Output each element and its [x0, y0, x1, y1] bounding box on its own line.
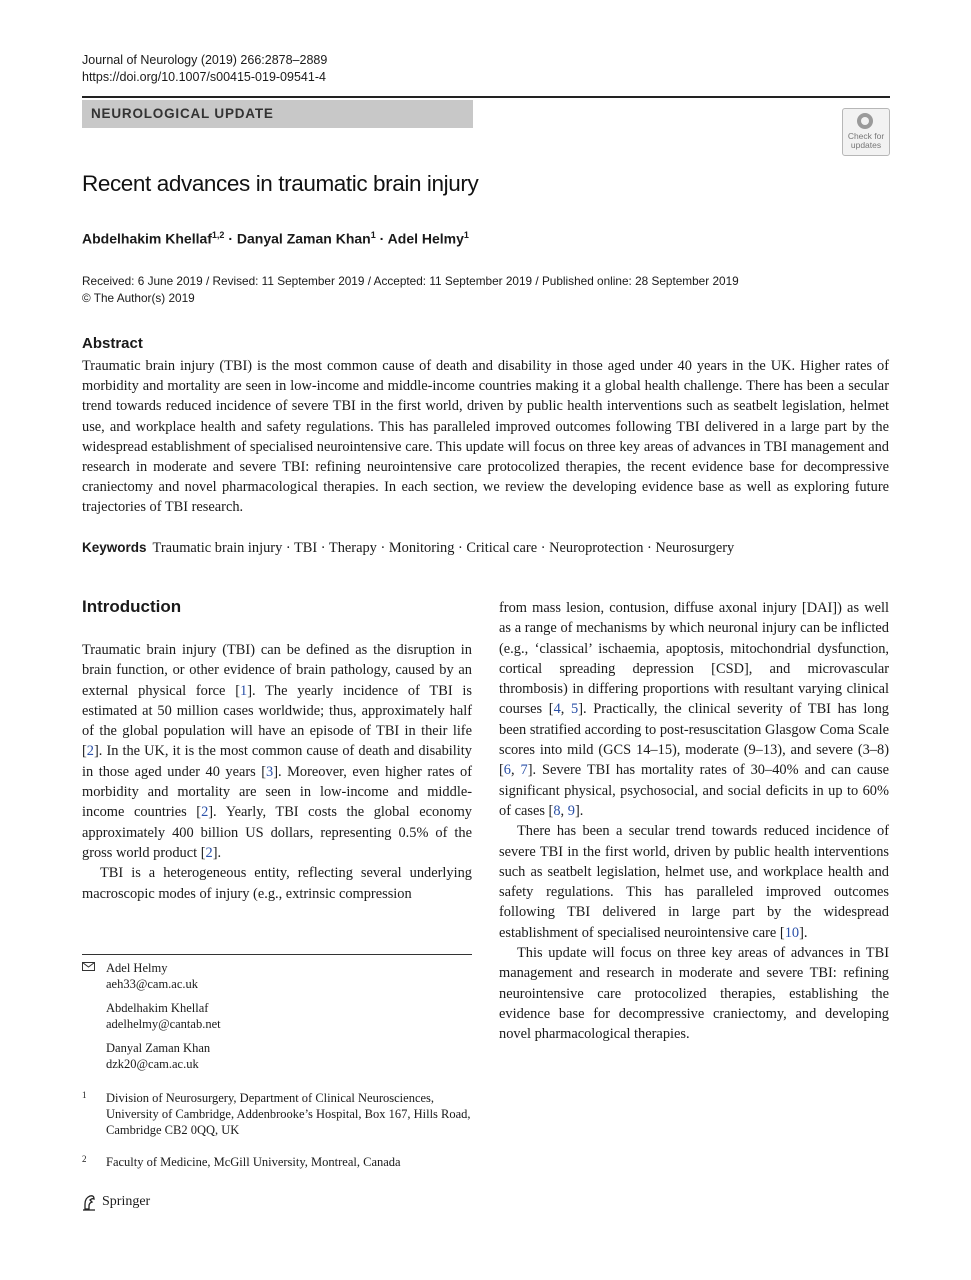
- keywords-text: Traumatic brain injury · TBI · Therapy · Monitoring · Critical care · Neuroprotection · Neurosurgery: [152, 540, 735, 556]
- doi-link[interactable]: https://doi.org/10.1007/s00415-019-09541-4: [82, 70, 326, 84]
- citation-link[interactable]: 3: [266, 763, 274, 780]
- citation-link[interactable]: 1: [240, 682, 248, 699]
- contact-name: Abdelhakim Khellaf: [106, 1001, 209, 1015]
- citation-link[interactable]: 8: [553, 802, 561, 819]
- author-affiliation-marker: 1: [370, 230, 376, 240]
- author-affiliation-marker: 1: [463, 230, 469, 240]
- author-list: [82, 225, 469, 249]
- abstract-text: Traumatic brain injury (TBI) is the most common cause of death and disability in those aged under 40 years in the UK. Higher rates of morbidity and mortality are seen in low-income and middle-income countries making it a global health challenge. There has been a secular trend towards reduced incidence of severe TBI in the first world, driven by public health interventions such as seatbelt legislation, helmet use, and workplace health and safety regulations. This has paralleled improved outcomes following TBI delivered in a large part by the widespread establishment of specialised neurointensive care. This update will focus on three key areas of advances in TBI management and research in moderate and severe TBI: refining neurointensive care protocolized therapies, the recent evidence base for decompressive craniectomy and novel pharmacological therapies. In each section, we review the developing evidence base as well as exploring future trajectories of TBI research.: [82, 358, 889, 516]
- check-updates-icon: [857, 113, 873, 129]
- body-paragraph: [82, 640, 472, 863]
- contact-entry: [106, 960, 472, 992]
- dates-line: Received: 6 June 2019 / Revised: 11 September 2019 / Accepted: 11 September 2019 / Published online: 28 September 2019: [82, 274, 739, 288]
- check-updates-label: Check for updates: [847, 131, 885, 150]
- body-text-run: from mass lesion, contusion, diffuse axonal injury [DAI]) as well as a range of mechanisms by which neuronal injury can be inflicted (e.g., ‘classical’ ischaemia, apoptosis, mitochondrial dysfunction, cortical spreading depression [CSD], and microvascular thrombosis) in differing proportions with resultant varying clinical courses [: [499, 600, 889, 718]
- affiliation-text: Division of Neurosurgery, Department of Clinical Neurosciences, University of Cambridge, Addenbrooke’s Hospital, Box 167, Hills Road, Cambridge CB2 0QQ, UK: [106, 1091, 471, 1137]
- affiliation-text: Faculty of Medicine, McGill University, Montreal, Canada: [106, 1155, 401, 1169]
- body-paragraph: [499, 943, 889, 1044]
- body-paragraph: [499, 821, 889, 943]
- body-text-run: ].: [574, 802, 584, 819]
- springer-horse-icon: [82, 1194, 97, 1211]
- publisher-footer: [82, 1192, 150, 1212]
- body-text-run: ]. Yearly, TBI costs the global economy approximately 400 billion US dollars, representing 0.5% of the gross world product [: [82, 804, 472, 861]
- body-paragraph: [499, 598, 889, 821]
- body-text-run: This update will focus on three key areas of advances in TBI management and research in moderate and severe TBI: refining neurointensive care protocolized therapies, establishing the evidence base for decompressive craniectomy, and developing novel pharmacological therapies.: [499, 945, 889, 1043]
- section-band: [82, 100, 473, 128]
- body-text-run: TBI is a heterogeneous entity, reflecting several underlying macroscopic modes of injury (e.g., extrinsic compression: [82, 865, 472, 902]
- introduction-right-column: [499, 598, 889, 1045]
- keywords: [82, 538, 734, 558]
- author-name: Adel Helmy: [387, 230, 464, 247]
- body-text-run: ]. Practically, the clinical severity of TBI has long been stratified according to post-resuscitation Glasgow Coma Scale scores into mild (GCS 14–15), moderate (9–13), and severe (3–8) [: [499, 701, 889, 779]
- section-label: NEUROLOGICAL UPDATE: [91, 106, 274, 121]
- author-name: Abdelhakim Khellaf: [82, 230, 212, 247]
- contact-email[interactable]: aeh33@cam.ac.uk: [106, 977, 199, 991]
- abstract-heading: Abstract: [82, 335, 143, 352]
- author-separator: ·: [375, 230, 388, 247]
- affiliations: [82, 1090, 472, 1186]
- body-text-run: ,: [511, 762, 521, 779]
- body-text-run: Traumatic brain injury (TBI) can be defined as the disruption in brain function, or other evidence of brain pathology, caused by an external physical force [: [82, 642, 472, 699]
- body-text-run: ]. Moreover, even higher rates of morbidity and mortality are seen in low-income and middle-income countries [: [82, 763, 472, 821]
- body-text-run: ]. Severe TBI has mortality rates of 30–40% and can cause significant physical, psychosocial, and social deficits in up to 60% of cases [: [499, 762, 890, 819]
- introduction-left-column: [82, 640, 472, 904]
- footnote-rule: [82, 954, 472, 955]
- affiliation-entry: [82, 1090, 472, 1138]
- citation-link[interactable]: 5: [571, 701, 579, 718]
- author-separator: ·: [224, 230, 237, 247]
- citation-link[interactable]: 2: [201, 804, 209, 821]
- contact-email[interactable]: adelhelmy@cantab.net: [106, 1017, 221, 1031]
- affiliation-number: 1: [82, 1090, 87, 1100]
- body-text-run: ,: [560, 802, 568, 819]
- body-text-run: ]. The yearly incidence of TBI is estimated at 50 million cases worldwide; thus, approximately half of the global population will have an episode of TBI in their life [: [82, 682, 472, 760]
- citation-link[interactable]: 4: [553, 701, 561, 718]
- body-text-run: ].: [799, 924, 808, 941]
- contact-name: Adel Helmy: [106, 961, 168, 975]
- publication-history: [82, 273, 739, 306]
- body-text-run: There has been a secular trend towards reduced incidence of severe TBI in the first world, driven by public health interventions such as seatbelt legislation, helmet use, and workplace health and safety regulations. This has paralleled improved outcomes following TBI delivered in large part by the widespread establishment of specialised neurointensive care [: [499, 823, 889, 941]
- affiliation-number: 2: [82, 1154, 87, 1164]
- citation-link[interactable]: 2: [86, 743, 94, 760]
- citation-link[interactable]: 2: [205, 844, 213, 861]
- contact-name: Danyal Zaman Khan: [106, 1041, 211, 1055]
- author-name: Danyal Zaman Khan: [236, 230, 371, 247]
- body-paragraph: [82, 863, 472, 904]
- body-text-run: ]. In the UK, it is the most common cause of death and disability in those aged under 40 years [: [82, 743, 472, 780]
- copyright-line: © The Author(s) 2019: [82, 290, 195, 305]
- contact-entry: [106, 1000, 472, 1032]
- body-text-run: ].: [212, 844, 222, 861]
- citation-link[interactable]: 10: [784, 924, 800, 941]
- citation-link[interactable]: 6: [503, 762, 511, 779]
- contact-entry: [106, 1040, 472, 1072]
- journal-line: Journal of Neurology (2019) 266:2878–2889: [82, 53, 328, 67]
- corresponding-contacts: [82, 960, 472, 1080]
- citation-link[interactable]: 7: [520, 762, 528, 779]
- author-affiliation-marker: 1,2: [211, 230, 225, 240]
- citation-link[interactable]: 9: [567, 802, 575, 819]
- publisher-name: Springer: [102, 1194, 151, 1209]
- article-title: Recent advances in traumatic brain injury: [82, 171, 479, 196]
- header-rule: [82, 96, 890, 98]
- body-text-run: ,: [560, 701, 572, 718]
- keywords-label: Keywords: [82, 540, 147, 555]
- introduction-heading: Introduction: [82, 597, 182, 616]
- journal-citation: [82, 52, 327, 86]
- envelope-icon: [82, 962, 95, 971]
- check-for-updates-badge[interactable]: [842, 108, 890, 156]
- contact-email[interactable]: dzk20@cam.ac.uk: [106, 1057, 199, 1071]
- affiliation-entry: [82, 1154, 472, 1170]
